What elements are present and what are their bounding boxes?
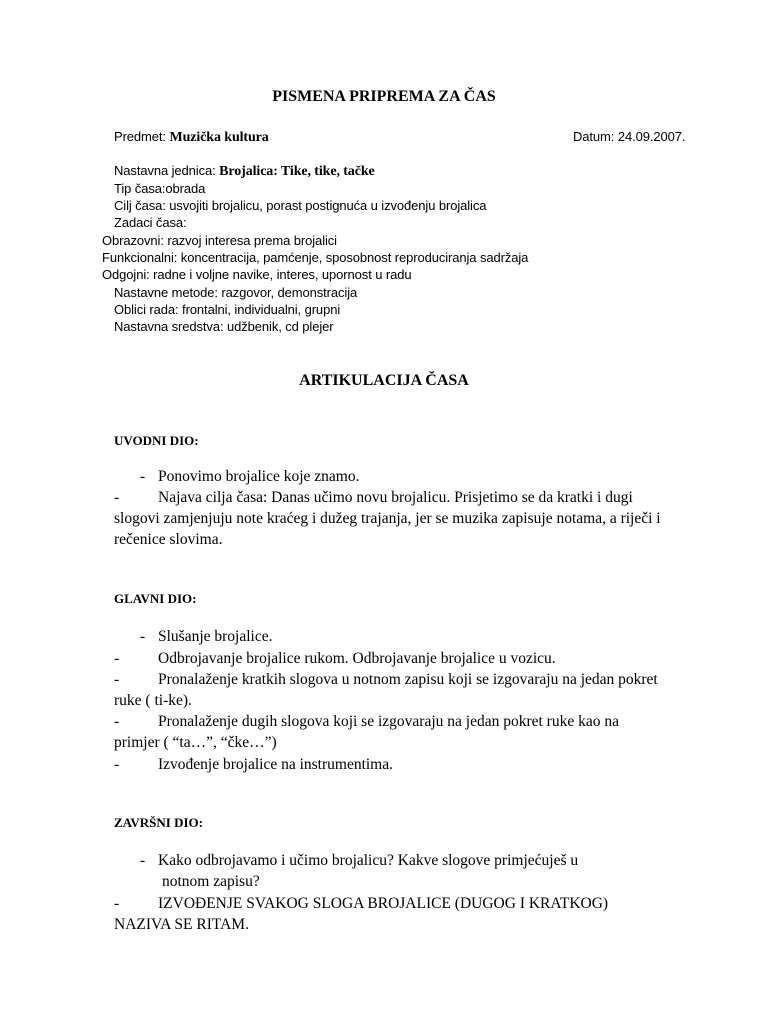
tasks-label: Zadaci časa: <box>114 215 187 230</box>
final-item-text: IZVOĐENJE SVAKOG SLOGA BROJALICE (DUGOG I KRATKOG) <box>158 895 609 912</box>
subject-label: Predmet: <box>114 129 170 144</box>
final-item-text: Kako odbrojavamo i učimo brojalicu? Kakve slogove primjećuješ u <box>158 852 579 869</box>
dash: - <box>114 895 120 912</box>
intro-heading: UVODNI DIO: <box>114 433 199 448</box>
dash: - <box>140 852 146 869</box>
intro-continuation: slogovi zamjenjuju note kraćeg i dužeg trajanja, jer se muzika zapisuje notama, a riječi i <box>114 510 661 527</box>
date-line <box>573 129 685 144</box>
dash: - <box>114 650 120 667</box>
unit-line <box>114 163 375 180</box>
main-heading: GLAVNI DIO: <box>114 591 197 606</box>
main-item-text: Slušanje brojalice. <box>158 628 273 645</box>
dash: - <box>140 628 146 645</box>
dash: - <box>114 756 120 773</box>
teaching-resources: Nastavna sredstva: udžbenik, cd plejer <box>114 319 334 334</box>
dash: - <box>114 671 120 688</box>
main-item-text: Izvođenje brojalice na instrumentima. <box>158 756 393 773</box>
page-title: PISMENA PRIPREMA ZA ČAS <box>272 88 496 105</box>
subject-value: Muzička kultura <box>169 130 269 145</box>
work-forms: Oblici rada: frontalni, individualni, grupni <box>114 302 341 317</box>
main-item-text: Pronalaženje dugih slogova koji se izgovaraju na jedan pokret ruke kao na <box>158 713 619 730</box>
dash: - <box>140 468 146 485</box>
main-item-continuation: ruke ( ti-ke). <box>114 692 192 709</box>
main-item-text: Odbrojavanje brojalice rukom. Odbrojavanje brojalice u vozicu. <box>158 650 556 667</box>
subject-line <box>114 129 269 146</box>
main-item-continuation: primjer ( “ta…”, “čke…”) <box>114 734 277 751</box>
teaching-methods: Nastavne metode: razgovor, demonstracija <box>114 285 358 300</box>
final-item-continuation: notnom zapisu? <box>162 873 260 890</box>
dash: - <box>114 713 120 730</box>
unit-value: Brojalica: Tike, tike, tačke <box>219 164 375 179</box>
articulation-title: ARTIKULACIJA ČASA <box>299 372 469 389</box>
unit-label: Nastavna jednica: <box>114 163 220 178</box>
final-item-continuation: NAZIVA SE RITAM. <box>114 916 249 933</box>
date-label: Datum: <box>573 129 618 144</box>
main-item-text: Pronalaženje kratkih slogova u notnom zapisu koji se izgovaraju na jedan pokret <box>158 671 658 688</box>
intro-item-text: Ponovimo brojalice koje znamo. <box>158 468 360 485</box>
intro-continuation: rečenice slovima. <box>114 531 223 548</box>
intro-item-text: Najava cilja časa: Danas učimo novu brojalicu. Prisjetimo se da kratki i dugi <box>158 489 633 506</box>
task-upbringing: Odgojni: radne i voljne navike, interes, upornost u radu <box>102 267 412 282</box>
task-educational: Obrazovni: razvoj interesa prema brojalici <box>102 233 337 248</box>
task-functional: Funkcionalni: koncentracija, pamćenje, sposobnost reproduciranja sadržaja <box>102 250 529 265</box>
dash: - <box>114 489 120 506</box>
final-heading: ZAVRŠNI DIO: <box>114 815 203 830</box>
lesson-type: Tip časa:obrada <box>114 181 206 196</box>
intro-item <box>140 468 145 486</box>
date-value: 24.09.2007. <box>617 129 686 144</box>
lesson-goal: Cilj časa: usvojiti brojalicu, porast postignuća u izvođenju brojalica <box>114 198 487 213</box>
